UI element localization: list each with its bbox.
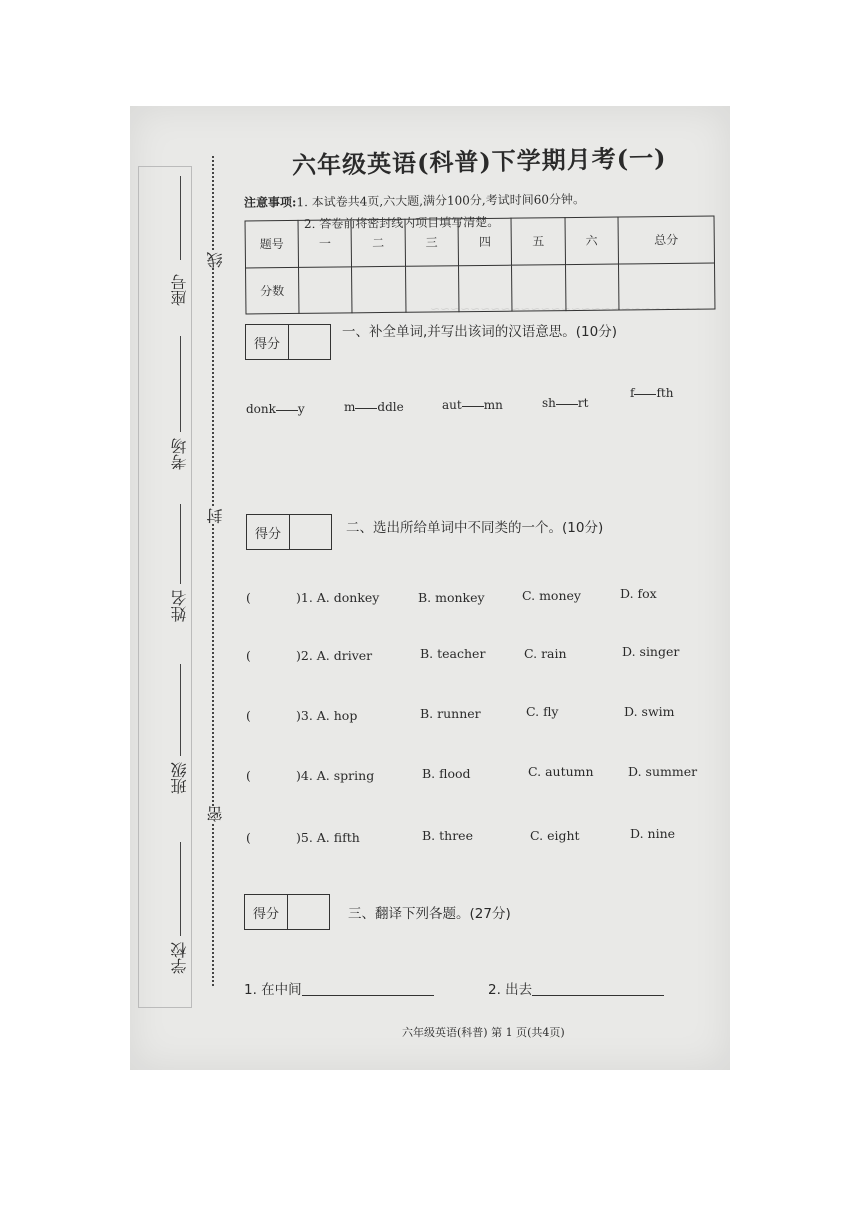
translate-item-2 — [488, 978, 664, 998]
seal-dotted-line — [212, 156, 214, 986]
score-box-blank[interactable] — [289, 325, 330, 359]
score-box-blank[interactable] — [290, 515, 331, 549]
exam-sheet — [130, 106, 730, 1070]
question-2-paren[interactable]: ( — [246, 648, 251, 663]
section3-score-box — [244, 894, 330, 930]
score-table-header-row — [245, 216, 714, 267]
field-seat-label: 座号 — [170, 274, 189, 306]
question-5-paren[interactable]: ( — [246, 830, 251, 845]
question-1-option-d: D. fox — [620, 586, 657, 601]
exam-title: 六年级英语(科普)下学期月考(一) — [291, 143, 667, 180]
word-blank-5[interactable]: f fth — [630, 386, 674, 400]
question-2-option-b: B. teacher — [420, 646, 486, 661]
section2-score-box — [246, 514, 332, 550]
field-school-label: 学校 — [170, 942, 189, 974]
notice-item-2: 2. 答卷前将密封线内项目填写清楚。 — [303, 214, 500, 232]
question-1-paren[interactable]: ( — [246, 590, 251, 605]
question-1-option-b: B. monkey — [418, 590, 485, 605]
translate-item-1-blank[interactable] — [302, 995, 434, 996]
score-table-header: 五 — [511, 218, 565, 265]
score-cell[interactable] — [565, 264, 619, 311]
score-table-header: 四 — [458, 218, 512, 265]
score-cell[interactable] — [458, 265, 512, 312]
question-5-option-a: )5. A. fifth — [296, 830, 360, 845]
score-table-score-row — [246, 263, 715, 314]
score-cell[interactable] — [299, 266, 353, 313]
score-table-header: 一 — [298, 220, 352, 267]
question-5-option-c: C. eight — [530, 828, 580, 843]
score-cell[interactable] — [618, 263, 715, 311]
question-1-option-c: C. money — [522, 588, 581, 603]
notice-label: 注意事项: — [243, 195, 297, 210]
translate-item-2-blank[interactable] — [532, 995, 664, 996]
section1-score-box — [245, 324, 331, 360]
field-name-blank — [180, 504, 181, 584]
bleed-through-text: ~~~~~~~~~~~~~~~~~~~~~~~~~~~ — [430, 302, 702, 316]
question-4-option-c: C. autumn — [528, 764, 594, 779]
score-cell[interactable] — [352, 266, 406, 313]
word-blank-1[interactable]: donk y — [246, 402, 305, 416]
field-room-blank — [180, 336, 181, 432]
section2-heading: 二、选出所给单词中不同类的一个。(10分) — [346, 520, 604, 536]
word-blank-2[interactable]: m ddle — [344, 400, 404, 414]
score-table-row-label: 题号 — [245, 220, 298, 267]
notice-line-1 — [244, 190, 585, 211]
field-school-blank — [180, 842, 181, 936]
score-table-header: 六 — [565, 217, 619, 264]
question-2-option-d: D. singer — [622, 644, 680, 659]
score-box-label: 得分 — [246, 325, 289, 359]
question-5-option-b: B. three — [422, 828, 473, 843]
question-3-option-a: )3. A. hop — [296, 708, 358, 723]
question-4-option-b: B. flood — [422, 766, 471, 781]
word-blank-4[interactable]: sh rt — [542, 396, 589, 410]
question-3-option-c: C. fly — [526, 704, 559, 719]
score-table-row-label: 分数 — [246, 267, 299, 314]
seal-char-secret: 密 — [206, 806, 225, 822]
field-name-label: 姓名 — [170, 590, 189, 622]
question-4-paren[interactable]: ( — [246, 768, 251, 783]
question-1-option-a: )1. A. donkey — [296, 590, 380, 605]
score-box-label: 得分 — [247, 515, 290, 549]
page-footer: 六年级英语(科普) 第 1 页(共4页) — [402, 1026, 565, 1039]
seal-char-seal: 封 — [206, 508, 225, 524]
translate-item-1-label: 1. 在中间 — [244, 982, 302, 998]
question-4-option-a: )4. A. spring — [296, 768, 375, 783]
question-3-option-d: D. swim — [624, 704, 675, 719]
notice-item-1: 1. 本试卷共4页,六大题,满分100分,考试时间60分钟。 — [296, 192, 586, 210]
field-room-label: 考场 — [170, 438, 189, 470]
field-seat-blank — [180, 176, 181, 260]
question-5-option-d: D. nine — [630, 826, 676, 841]
score-box-label: 得分 — [245, 895, 288, 929]
score-table-header: 三 — [405, 219, 459, 266]
score-table — [245, 216, 716, 315]
question-2-option-a: )2. A. driver — [296, 648, 373, 663]
score-table-header: 总分 — [618, 216, 715, 264]
section1-heading: 一、补全单词,并写出该词的汉语意思。(10分) — [342, 324, 618, 340]
question-3-paren[interactable]: ( — [246, 708, 251, 723]
score-cell[interactable] — [405, 265, 459, 312]
word-blank-3[interactable]: aut mn — [442, 398, 503, 412]
seal-char-line: 线 — [206, 252, 225, 268]
score-box-blank[interactable] — [288, 895, 329, 929]
translate-item-1 — [244, 978, 434, 998]
score-table-header: 二 — [351, 219, 405, 266]
question-3-option-b: B. runner — [420, 706, 481, 721]
translate-item-2-label: 2. 出去 — [488, 982, 533, 998]
question-2-option-c: C. rain — [524, 646, 567, 661]
question-4-option-d: D. summer — [628, 764, 698, 779]
score-cell[interactable] — [512, 264, 566, 311]
field-class-label: 班级 — [170, 762, 189, 794]
section3-heading: 三、翻译下列各题。(27分) — [348, 906, 511, 922]
field-class-blank — [180, 664, 181, 756]
